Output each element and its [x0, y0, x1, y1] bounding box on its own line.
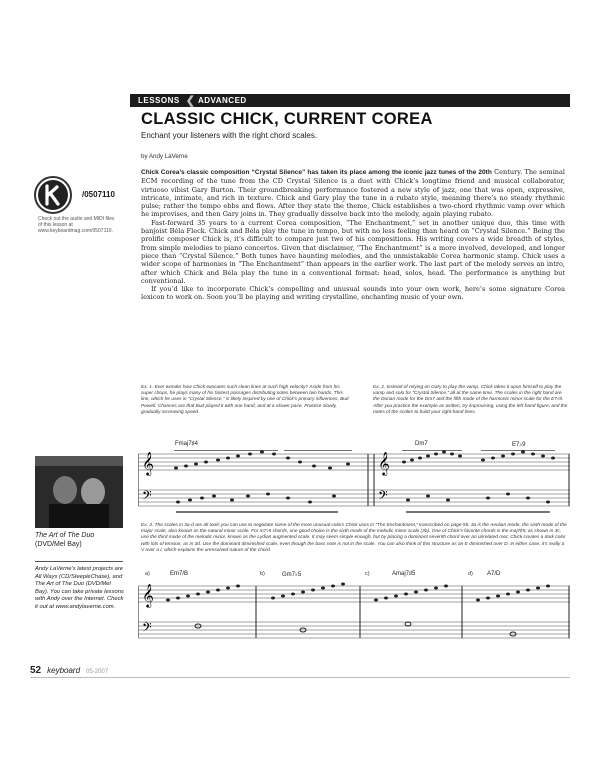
ex3c-label: c): [365, 571, 370, 577]
lesson-code: /0507110: [82, 190, 115, 199]
svg-text:𝄢: 𝄢: [378, 488, 388, 506]
svg-text:𝄞: 𝄞: [142, 451, 154, 475]
issue-date: 05-2007: [86, 669, 109, 675]
ex1-caption: Ex. 1. Ever wonder how Chick executes such clean lines at such high velocity? Aside from his super chops, he plays many of his fastest passages distributing notes between two hands. This line, which he uses in “Crystal Silence,” is likely inspired by one of Chick’s primary influences, Bud Powell. Chances are that Bud played it with one hand, and at a slower pace. Practice slowly, gradually increasing speed.: [141, 385, 349, 415]
album-caption: [35, 532, 94, 549]
byline: by Andy LaVerne: [141, 153, 188, 160]
banner-section: LESSONS: [138, 96, 180, 105]
ex3d-label: d): [468, 571, 473, 577]
ex3b-label: b): [260, 571, 265, 577]
paragraph-1: [141, 168, 565, 219]
magazine-name: keyboard: [47, 666, 81, 675]
lede: Chick Corea’s classic composition “Crystal Silence” has taken its place among the iconic jazz tunes of the 20th: [141, 169, 492, 176]
ex3c-chord: Amaj7♯5: [392, 571, 416, 577]
audio-note[interactable]: Check out the audio and MIDI files of this lesson at www.keyboardmag.com/0507110.: [38, 216, 115, 234]
paragraph-1-text: Century. The seminal ECM recording of the tune from the CD Crystal Silence is a duet with Chick’s longtime friend and musical collaborator, virtuoso vibist Gary Burton. Their groundbreaking performance fostered a new style of jazz, one that was open, expressive, intricate, intimate, and rich in texture. Chick and Gary play the tune in a rubato style, meaning there’s no steady rhythmic pulse; rather the tempo ebbs and flows. After they state the theme, Chick establishes a two-chord rhythmic vamp over which he improvises, and then Gary joins in. They gradually dissolve back into the melody, again playing rubato.: [141, 168, 566, 219]
svg-text:𝄢: 𝄢: [142, 620, 152, 638]
article-title: CLASSIC CHICK, CURRENT COREA: [141, 110, 433, 128]
album-cover-image: [35, 456, 123, 528]
ex1-chord: Fmaj7♯4: [175, 441, 199, 447]
ex3a-chord: Em7/B: [170, 571, 189, 577]
article-subtitle: Enchant your listeners with the right chord scales.: [141, 131, 318, 140]
page-number: 52: [30, 665, 42, 676]
ex3b-chord: Gm7♭5: [282, 572, 302, 578]
ex2-caption: Ex. 2. Instead of relying on Gary to play the vamp, Chick takes it upon himself to play the vamp and solo for “Crystal Silence,” all at the same time. The scales in the right hand are the Dorian mode for the Dm7 and the fifth mode of the harmonic minor scale for the E7♭9. After you practice the example as written, try improvising, using the left-hand figure, and the notes of the scales to build your right-hand lines.: [373, 385, 568, 415]
paragraph-3: If you’d like to incorporate Chick’s compelling and unusual sounds into your own work, here’s some signature Corea lexicon to work on. Soon you’ll be playing and writing crystalline, enchanting music of your own.: [141, 285, 565, 302]
footer-rule: [30, 677, 570, 678]
album-title: The Art of The Duo: [35, 532, 95, 539]
banner-subsection: ADVANCED: [197, 96, 247, 105]
svg-text:𝄞: 𝄞: [142, 583, 154, 607]
music-staff-ex3: [138, 580, 570, 648]
music-staff-ex1-ex2: [138, 450, 570, 518]
svg-text:𝄞: 𝄞: [378, 451, 390, 475]
section-banner: [130, 94, 570, 107]
divider: [35, 561, 123, 562]
paragraph-2: Fast-forward 35 years to a current Corea composition, “The Enchantment,” set in another unique duo, this time with banjoist Béla Fleck. Chick and Béla play the tune in tempo, but with no less feeling than heard on “Crystal Silence.” Being the prolific composer Chick is, it’s difficult to compare just two of his compositions. His writing covers a wide breadth of styles, from simple melodies to piano concertos. Given that disclaimer, “The Enchantment” is a more involved, developed, and longer piece than “Crystal Silence.” Both tunes have haunting melodies, and the unmistakable Corea harmonic stamp. Chick uses a wider scope of harmonies in “The Enchantment” than appears in the earlier work. The last part of the melody serves an intro, after which Chick and Béla play the tune in a conventional format: head, solos, head. The performance is anything but conventional.: [141, 218, 565, 285]
svg-text:𝄢: 𝄢: [142, 488, 152, 506]
ex2-chord-1: Dm7: [415, 441, 428, 447]
article-body: [141, 168, 565, 302]
album-label: (DVD/Mel Bay): [35, 540, 82, 548]
ex3a-label: a): [145, 571, 150, 577]
ex3-caption: Ex. 3. The scales in 3a-d are all tools you can use to negotiate some of the more unusual colors Chick uses in “The Enchantment,” transcribed on page 55. 3a is the Aeolian mode, the sixth mode of the major scale, also known as the natural minor scale. For m7♭5 chords, one good choice is the sixth mode of the melodic minor scale (3b). One of Chick’s favorite chords is the maj7♯5; as shown in 3c, use the third mode of the melodic minor, known as the Lydian augmented scale. It may seem simple enough, but by placing a dominant seventh chord over an unrelated root, Chick creates a dark color with lots of tension, as in 3d. Use the dominant diminished scale, even though the bass note is not in the scale. You can also think of this structure as an E diminished over D. In either case, it’s really a V over a I, which explains the unresolved nature of the chord.: [141, 523, 567, 553]
author-bio: Andy LaVerne’s latest projects are All Ways (CD/SteepleChase), and The Art of The Duo (DVD/Mel Bay). You can take private lessons with Andy over the Internet. Check it out at www.andylaverne.com.: [35, 566, 124, 610]
ex2-chord-2: E7♭9: [512, 442, 526, 448]
chevron-left-icon: ❮: [185, 95, 195, 107]
page-footer: [30, 665, 108, 676]
ex3d-chord: A7/D: [487, 571, 501, 577]
keyboard-logo-icon: [34, 176, 72, 214]
